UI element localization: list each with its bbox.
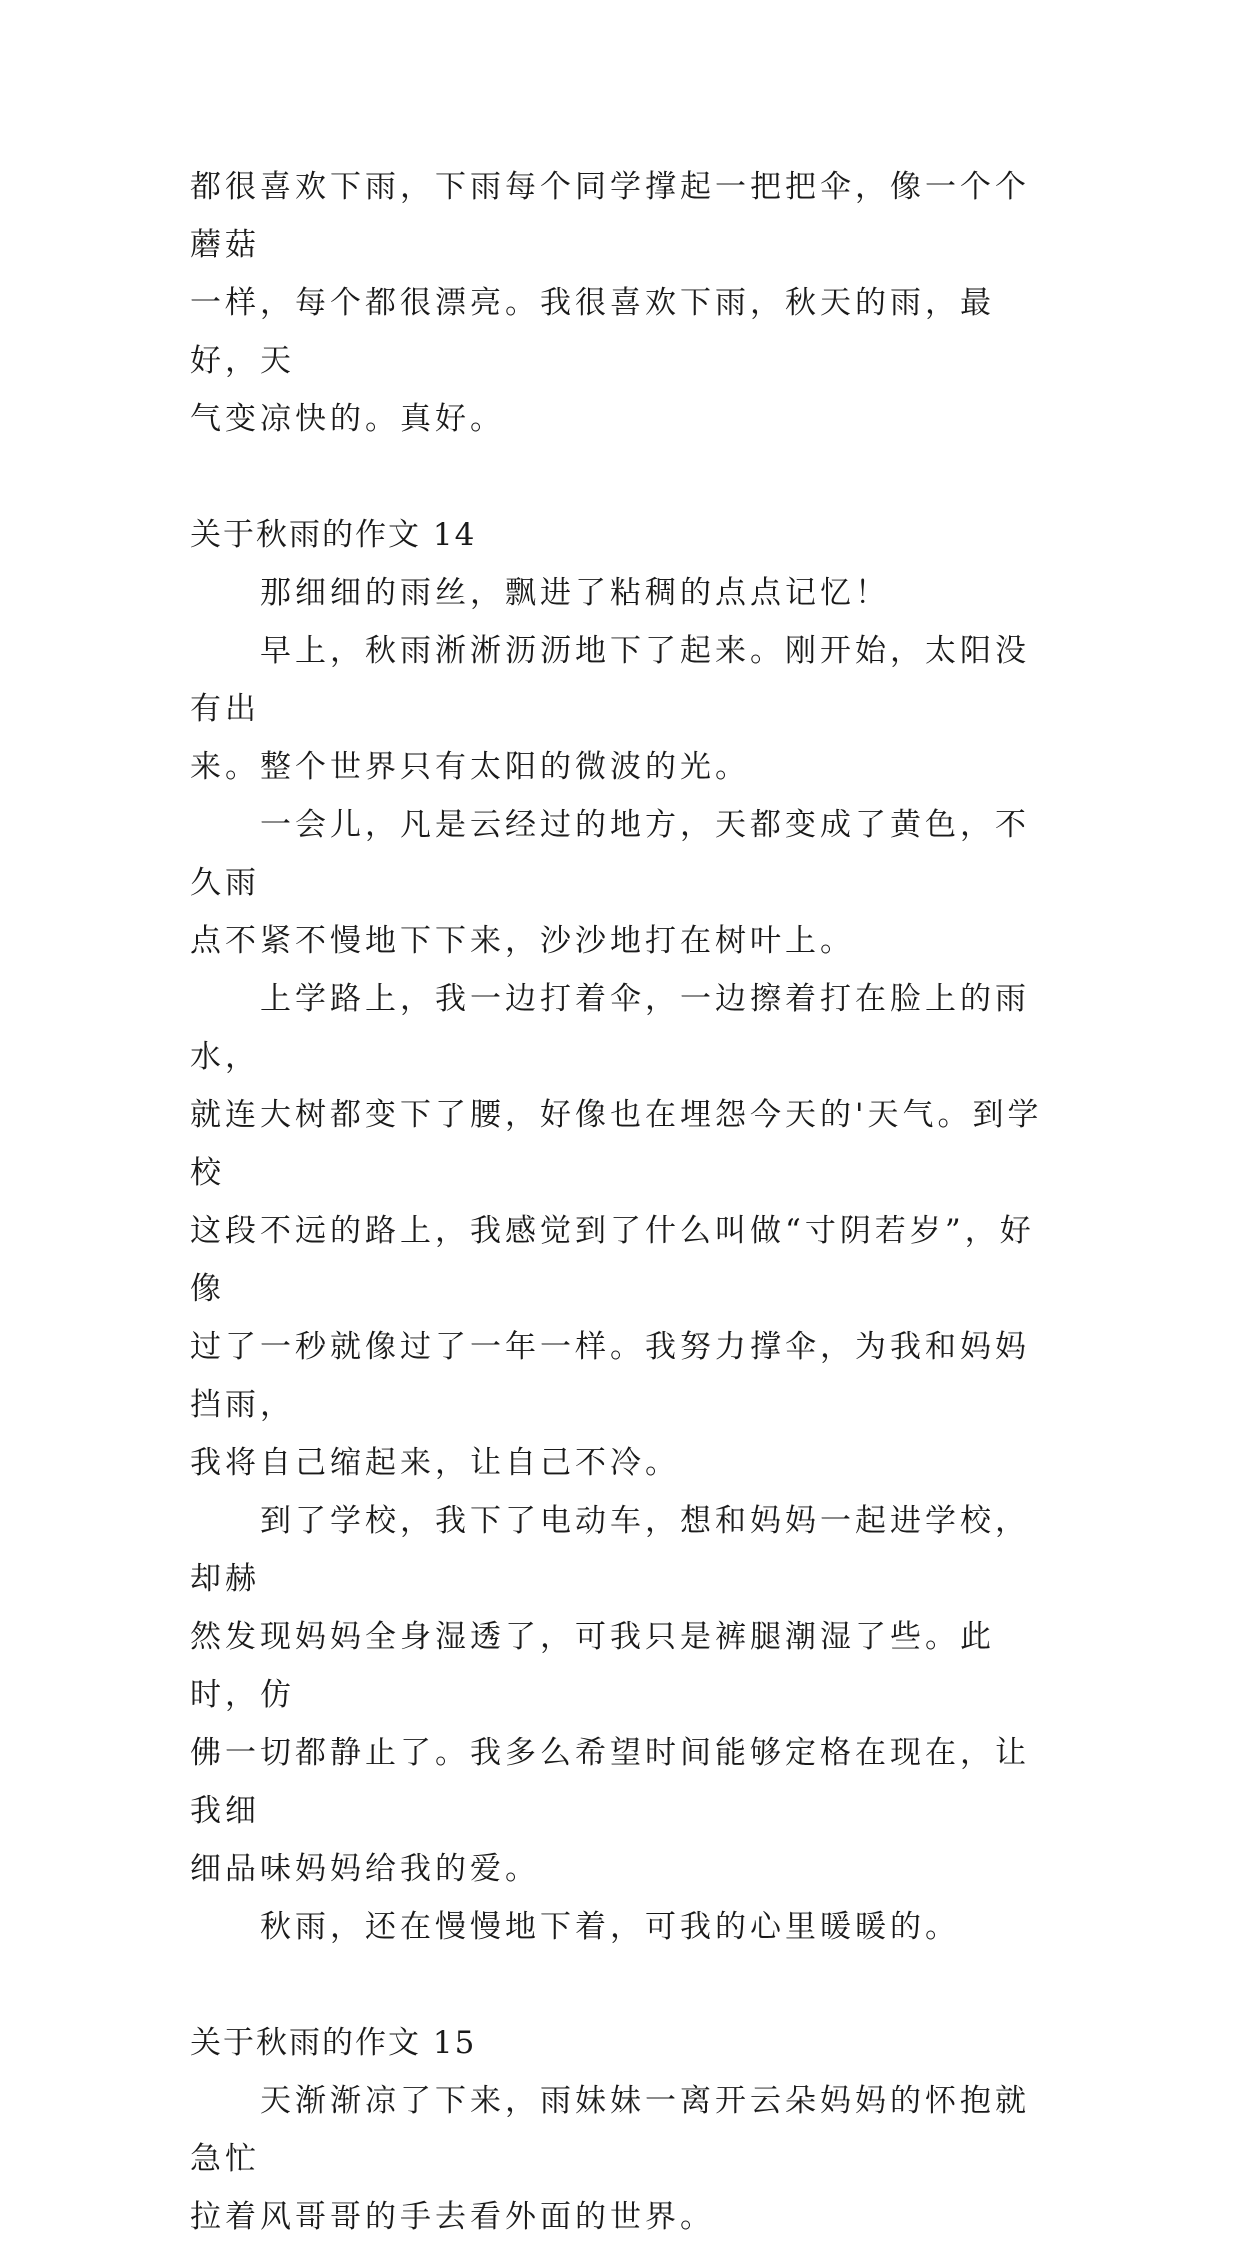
- text-line: 过了一秒就像过了一年一样。我努力撑伞，为我和妈妈挡雨，: [190, 1329, 1030, 1423]
- text-line: 到了学校，我下了电动车，想和妈妈一起进学校，却赫: [190, 1503, 1030, 1597]
- text-line: 都很喜欢下雨，下雨每个同学撑起一把把伞，像一个个蘑菇: [190, 169, 1030, 263]
- text-line: 上学路上，我一边打着伞，一边擦着打在脸上的雨水，: [190, 981, 1030, 1075]
- section-spacer: [190, 1956, 1052, 2014]
- text-line: 细品味妈妈给我的爱。: [190, 1851, 540, 1887]
- text-line: 这段不远的路上，我感觉到了什么叫做“寸阴若岁”，好像: [190, 1213, 1035, 1307]
- text-line: 点不紧不慢地下下来，沙沙地打在树叶上。: [190, 923, 855, 959]
- text-line: 天渐渐凉了下来，雨妹妹一离开云朵妈妈的怀抱就急忙: [190, 2083, 1030, 2177]
- text-line: 那细细的雨丝，飘进了粘稠的点点记忆！: [190, 575, 890, 611]
- text-line: 秋雨，还在慢慢地下着，可我的心里暖暖的。: [190, 1909, 960, 1945]
- section-spacer: [190, 448, 1052, 506]
- text-line: 佛一切都静止了。我多么希望时间能够定格在现在，让我细: [190, 1735, 1030, 1829]
- document-body: [190, 158, 1052, 2246]
- text-line: 我将自己缩起来，让自己不冷。: [190, 1445, 680, 1481]
- text-line: 气变凉快的。真好。: [190, 401, 505, 437]
- text-line: 来。整个世界只有太阳的微波的光。: [190, 749, 750, 785]
- text-line: 早上，秋雨淅淅沥沥地下了起来。刚开始，太阳没有出: [190, 633, 1030, 727]
- section-heading-15: 关于秋雨的作文 15: [190, 2025, 477, 2061]
- text-line: 就连大树都变下了腰，好像也在埋怨今天的'天气。到学校: [190, 1097, 1043, 1191]
- text-line: 一样，每个都很漂亮。我很喜欢下雨，秋天的雨，最好，天: [190, 285, 995, 379]
- text-line: 一会儿，凡是云经过的地方，天都变成了黄色，不久雨: [190, 807, 1030, 901]
- text-line: 然发现妈妈全身湿透了，可我只是裤腿潮湿了些。此时，仿: [190, 1619, 995, 1713]
- text-line: 拉着风哥哥的手去看外面的世界。: [190, 2199, 715, 2235]
- section-heading-14: 关于秋雨的作文 14: [190, 517, 477, 553]
